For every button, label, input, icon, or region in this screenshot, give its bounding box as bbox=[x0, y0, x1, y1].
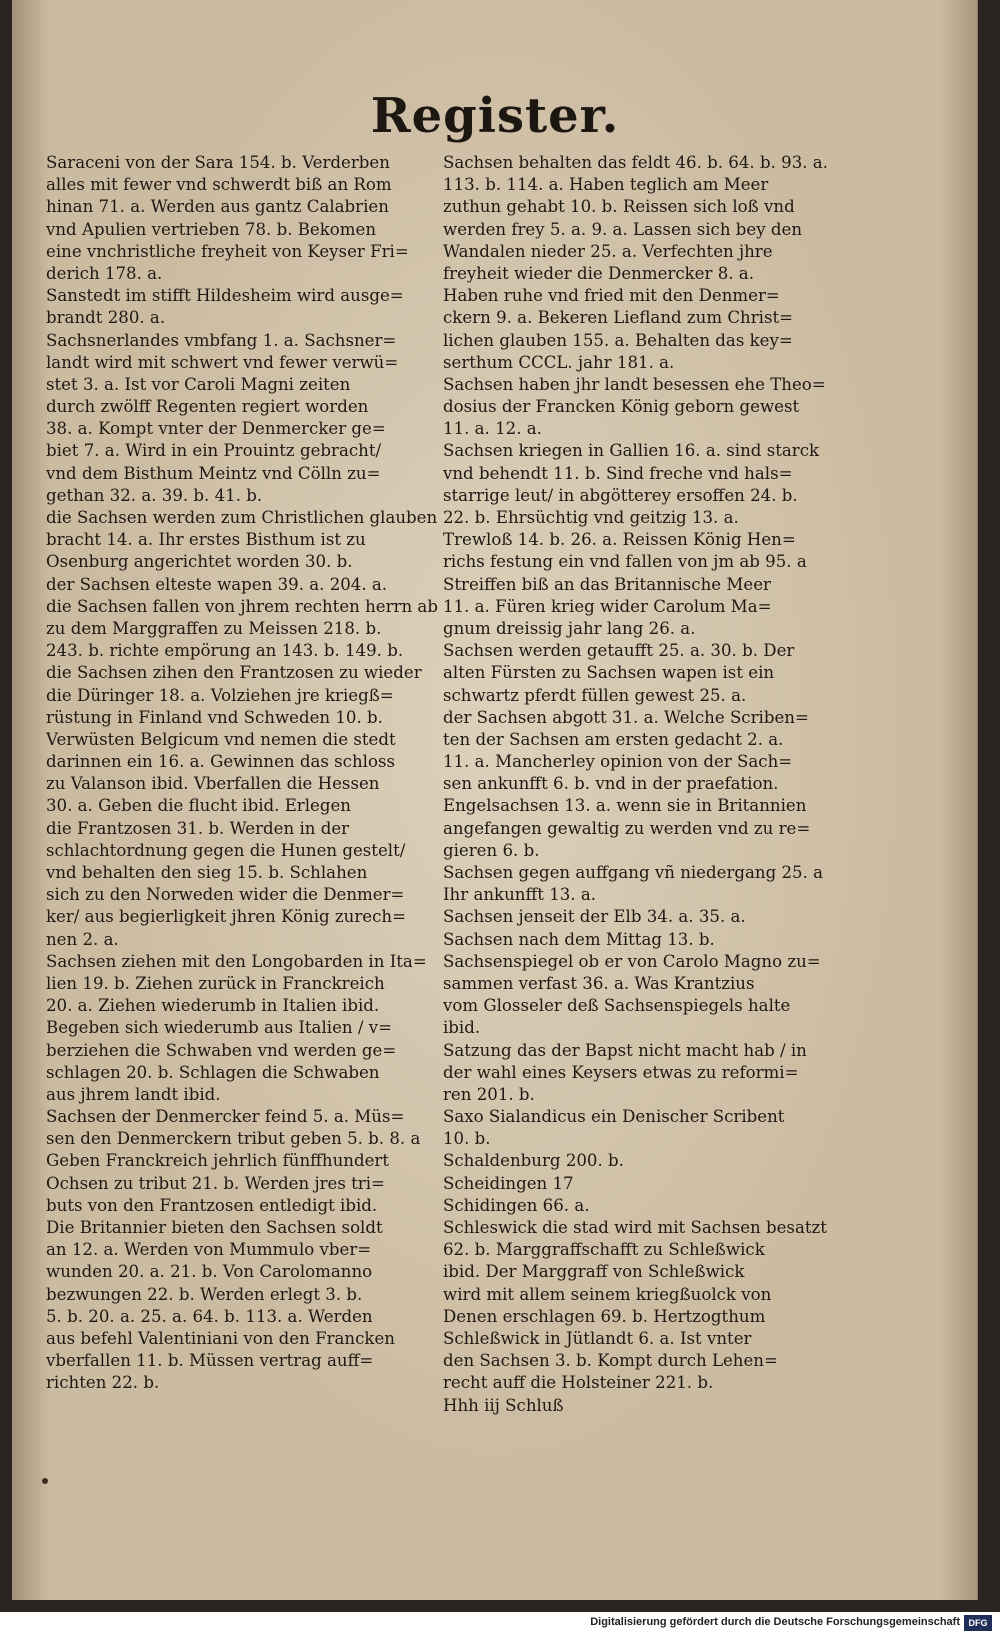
register-line: gethan 32. a. 39. b. 41. b. bbox=[46, 485, 263, 505]
register-line: vberfallen 11. b. Müssen vertrag auff= bbox=[46, 1351, 374, 1371]
register-line: Haben ruhe vnd fried mit den Denmer= bbox=[443, 286, 780, 306]
register-line: ten der Sachsen am ersten gedacht 2. a. bbox=[443, 729, 784, 749]
register-line: 11. a. Mancherley opinion von der Sach= bbox=[443, 752, 793, 772]
register-line: Scheidingen 17 bbox=[443, 1173, 574, 1193]
register-line: Sachsen gegen auffgang vñ niedergang 25. a bbox=[443, 863, 824, 882]
dfg-logo-icon: DFG bbox=[964, 1615, 992, 1631]
register-line: recht auff die Holsteiner 221. b. bbox=[443, 1373, 714, 1393]
register-line: der wahl eines Keysers etwas zu reformi= bbox=[443, 1062, 799, 1082]
register-line: Sachsen kriegen in Gallien 16. a. sind starck bbox=[443, 441, 820, 461]
register-line: schlachtordnung gegen die Hunen gestelt/ bbox=[46, 840, 406, 860]
footer-credit: Digitalisierung gefördert durch die Deutsche Forschungsgemeinschaft bbox=[590, 1616, 960, 1628]
register-line: Schidingen 66. a. bbox=[443, 1195, 590, 1215]
register-line: 62. b. Marggraffschafft zu Schleßwick bbox=[443, 1240, 765, 1260]
register-line: 5. b. 20. a. 25. a. 64. b. 113. a. Werden bbox=[46, 1306, 373, 1326]
register-line: der Sachsen elteste wapen 39. a. 204. a. bbox=[46, 574, 388, 594]
register-line: zu dem Marggraffen zu Meissen 218. b. bbox=[46, 618, 382, 638]
register-line: Denen erschlagen 69. b. Hertzogthum bbox=[443, 1306, 766, 1326]
register-line: ckern 9. a. Bekeren Liefland zum Christ= bbox=[443, 308, 794, 328]
register-line: zu Valanson ibid. Vberfallen die Hessen bbox=[46, 774, 380, 794]
register-line: landt wird mit schwert vnd fewer verwü= bbox=[46, 352, 399, 372]
register-line: Die Britannier bieten den Sachsen soldt bbox=[46, 1218, 383, 1237]
register-line: Saraceni von der Sara 154. b. Verderben bbox=[46, 153, 390, 172]
register-line: stet 3. a. Ist vor Caroli Magni zeiten bbox=[46, 374, 351, 394]
register-line: ibid. Der Marggraff von Schleßwick bbox=[443, 1262, 745, 1282]
register-line: vnd behendt 11. b. Sind freche vnd hals= bbox=[443, 463, 793, 483]
page-title: Register. bbox=[370, 88, 620, 144]
register-line: die Düringer 18. a. Volziehen jre kriegß= bbox=[46, 685, 394, 705]
register-line: serthum CCCL. jahr 181. a. bbox=[443, 352, 675, 372]
register-line: Schleswick die stad wird mit Sachsen besatzt bbox=[443, 1218, 827, 1237]
register-line: die Frantzosen 31. b. Werden in der bbox=[46, 818, 350, 838]
register-line: Sachsen haben jhr landt besessen ehe Theo= bbox=[443, 374, 826, 394]
register-line: Sachsen werden getaufft 25. a. 30. b. Der bbox=[443, 641, 795, 661]
register-line: schwartz pferdt füllen gewest 25. a. bbox=[443, 685, 747, 705]
register-line: richten 22. b. bbox=[46, 1373, 160, 1393]
margin-mark bbox=[42, 1478, 48, 1484]
register-line: aus befehl Valentiniani von den Francken bbox=[46, 1328, 395, 1348]
register-line: Schaldenburg 200. b. bbox=[443, 1151, 624, 1171]
register-line: Osenburg angerichtet worden 30. b. bbox=[46, 552, 353, 572]
register-line: die Sachsen fallen von jhrem rechten herrn ab bbox=[46, 596, 438, 616]
register-line: darinnen ein 16. a. Gewinnen das schloss bbox=[46, 752, 395, 772]
register-line: 30. a. Geben die flucht ibid. Erlegen bbox=[46, 796, 351, 816]
register-line: Ihr ankunfft 13. a. bbox=[443, 885, 597, 905]
register-line: die Sachsen werden zum Christlichen glauben bbox=[46, 508, 438, 527]
register-line: biet 7. a. Wird in ein Prouintz gebracht/ bbox=[46, 441, 382, 461]
book-page bbox=[12, 0, 978, 1600]
register-line: buts von den Frantzosen entledigt ibid. bbox=[46, 1195, 378, 1215]
register-line: werden frey 5. a. 9. a. Lassen sich bey den bbox=[443, 219, 803, 239]
register-line: zuthun gehabt 10. b. Reissen sich loß vnd bbox=[443, 197, 795, 217]
register-line: schlagen 20. b. Schlagen die Schwaben bbox=[46, 1062, 380, 1082]
footer-bar bbox=[0, 1612, 1000, 1636]
register-line: Sachsnerlandes vmbfang 1. a. Sachsner= bbox=[46, 330, 397, 350]
register-line: aus jhrem landt ibid. bbox=[46, 1084, 221, 1104]
register-line: vnd dem Bisthum Meintz vnd Cölln zu= bbox=[46, 463, 381, 483]
register-line: derich 178. a. bbox=[46, 263, 163, 283]
register-line: vnd behalten den sieg 15. b. Schlahen bbox=[46, 863, 368, 882]
register-line: Sachsen jenseit der Elb 34. a. 35. a. bbox=[443, 907, 746, 927]
register-line: rüstung in Finland vnd Schweden 10. b. bbox=[46, 707, 383, 727]
register-line: sich zu den Norweden wider die Denmer= bbox=[46, 885, 405, 905]
register-line: der Sachsen abgott 31. a. Welche Scriben= bbox=[443, 707, 809, 727]
register-line: wird mit allem seinem kriegßuolck von bbox=[443, 1284, 772, 1304]
register-line: 11. a. Füren krieg wider Carolum Ma= bbox=[443, 596, 772, 616]
register-line: 243. b. richte empörung an 143. b. 149. b. bbox=[46, 641, 404, 661]
register-line: 10. b. bbox=[443, 1129, 491, 1149]
register-line: richs festung ein vnd fallen von jm ab 95. a bbox=[443, 552, 807, 572]
register-line: Verwüsten Belgicum vnd nemen die stedt bbox=[46, 729, 396, 749]
register-line: sammen verfast 36. a. Was Krantzius bbox=[443, 973, 755, 993]
register-line: starrige leut/ in abgötterey ersoffen 24. b. bbox=[443, 485, 798, 505]
register-line: ker/ aus begierligkeit jhren König zurech= bbox=[46, 907, 406, 927]
register-line: Ochsen zu tribut 21. b. Werden jres tri= bbox=[46, 1173, 385, 1193]
register-line: vom Glosseler deß Sachsenspiegels halte bbox=[443, 996, 791, 1016]
register-line: 11. a. 12. a. bbox=[443, 419, 542, 439]
register-line: Sanstedt im stifft Hildesheim wird ausge= bbox=[46, 286, 404, 306]
register-line: Wandalen nieder 25. a. Verfechten jhre bbox=[443, 241, 773, 261]
register-line: Trewloß 14. b. 26. a. Reissen König Hen= bbox=[443, 530, 796, 550]
right-column bbox=[443, 152, 833, 1417]
register-line: den Sachsen 3. b. Kompt durch Lehen= bbox=[443, 1351, 778, 1371]
register-line: lien 19. b. Ziehen zurück in Franckreich bbox=[46, 973, 385, 993]
register-line: angefangen gewaltig zu werden vnd zu re= bbox=[443, 818, 811, 838]
register-line: Streiffen biß an das Britannische Meer bbox=[443, 574, 771, 594]
register-line: Sachsen nach dem Mittag 13. b. bbox=[443, 929, 715, 949]
register-line: hinan 71. a. Werden aus gantz Calabrien bbox=[46, 197, 389, 217]
register-line: brandt 280. a. bbox=[46, 308, 166, 328]
register-line: bracht 14. a. Ihr erstes Bisthum ist zu bbox=[46, 530, 366, 550]
register-line: Saxo Sialandicus ein Denischer Scribent bbox=[443, 1107, 785, 1127]
register-line: ibid. bbox=[443, 1018, 481, 1038]
register-line: 22. b. Ehrsüchtig vnd geitzig 13. a. bbox=[443, 508, 739, 527]
register-line: gnum dreissig jahr lang 26. a. bbox=[443, 618, 696, 638]
register-line: alles mit fewer vnd schwerdt biß an Rom bbox=[46, 175, 392, 195]
register-line: 38. a. Kompt vnter der Denmercker ge= bbox=[46, 419, 386, 439]
register-line: bezwungen 22. b. Werden erlegt 3. b. bbox=[46, 1284, 363, 1304]
register-line: die Sachsen zihen den Frantzosen zu wieder bbox=[46, 663, 422, 683]
register-line: Hhh iij Schluß bbox=[443, 1395, 564, 1415]
register-line: nen 2. a. bbox=[46, 929, 119, 949]
register-line: durch zwölff Regenten regiert worden bbox=[46, 397, 369, 417]
register-line: alten Fürsten zu Sachsen wapen ist ein bbox=[443, 663, 775, 683]
register-line: Begeben sich wiederumb aus Italien / v= bbox=[46, 1018, 392, 1038]
register-line: Sachsenspiegel ob er von Carolo Magno zu= bbox=[443, 951, 821, 971]
register-line: gieren 6. b. bbox=[443, 840, 540, 860]
register-line: Geben Franckreich jehrlich fünffhundert bbox=[46, 1151, 390, 1171]
register-line: Sachsen der Denmercker feind 5. a. Müs= bbox=[46, 1107, 405, 1127]
register-line: vnd Apulien vertrieben 78. b. Bekomen bbox=[46, 219, 377, 239]
register-line: berziehen die Schwaben vnd werden ge= bbox=[46, 1040, 397, 1060]
left-column bbox=[46, 152, 438, 1395]
register-line: Sachsen behalten das feldt 46. b. 64. b. 93. a. bbox=[443, 153, 828, 172]
register-line: Engelsachsen 13. a. wenn sie in Britannien bbox=[443, 796, 807, 816]
register-line: 20. a. Ziehen wiederumb in Italien ibid. bbox=[46, 996, 380, 1016]
register-line: ren 201. b. bbox=[443, 1084, 535, 1104]
register-line: sen ankunfft 6. b. vnd in der praefation. bbox=[443, 774, 779, 794]
register-line: lichen glauben 155. a. Behalten das key= bbox=[443, 330, 793, 350]
register-line: eine vnchristliche freyheit von Keyser Fri= bbox=[46, 241, 409, 261]
register-line: 113. b. 114. a. Haben teglich am Meer bbox=[443, 175, 769, 195]
register-line: Schleßwick in Jütlandt 6. a. Ist vnter bbox=[443, 1328, 752, 1348]
register-line: wunden 20. a. 21. b. Von Carolomanno bbox=[46, 1262, 373, 1282]
register-line: Satzung das der Bapst nicht macht hab / in bbox=[443, 1040, 807, 1060]
register-line: freyheit wieder die Denmercker 8. a. bbox=[443, 263, 754, 283]
register-line: sen den Denmerckern tribut geben 5. b. 8. a bbox=[46, 1129, 421, 1149]
register-line: Sachsen ziehen mit den Longobarden in Ita= bbox=[46, 951, 427, 971]
register-line: an 12. a. Werden von Mummulo vber= bbox=[46, 1240, 372, 1260]
register-line: dosius der Francken König geborn gewest bbox=[443, 397, 800, 417]
